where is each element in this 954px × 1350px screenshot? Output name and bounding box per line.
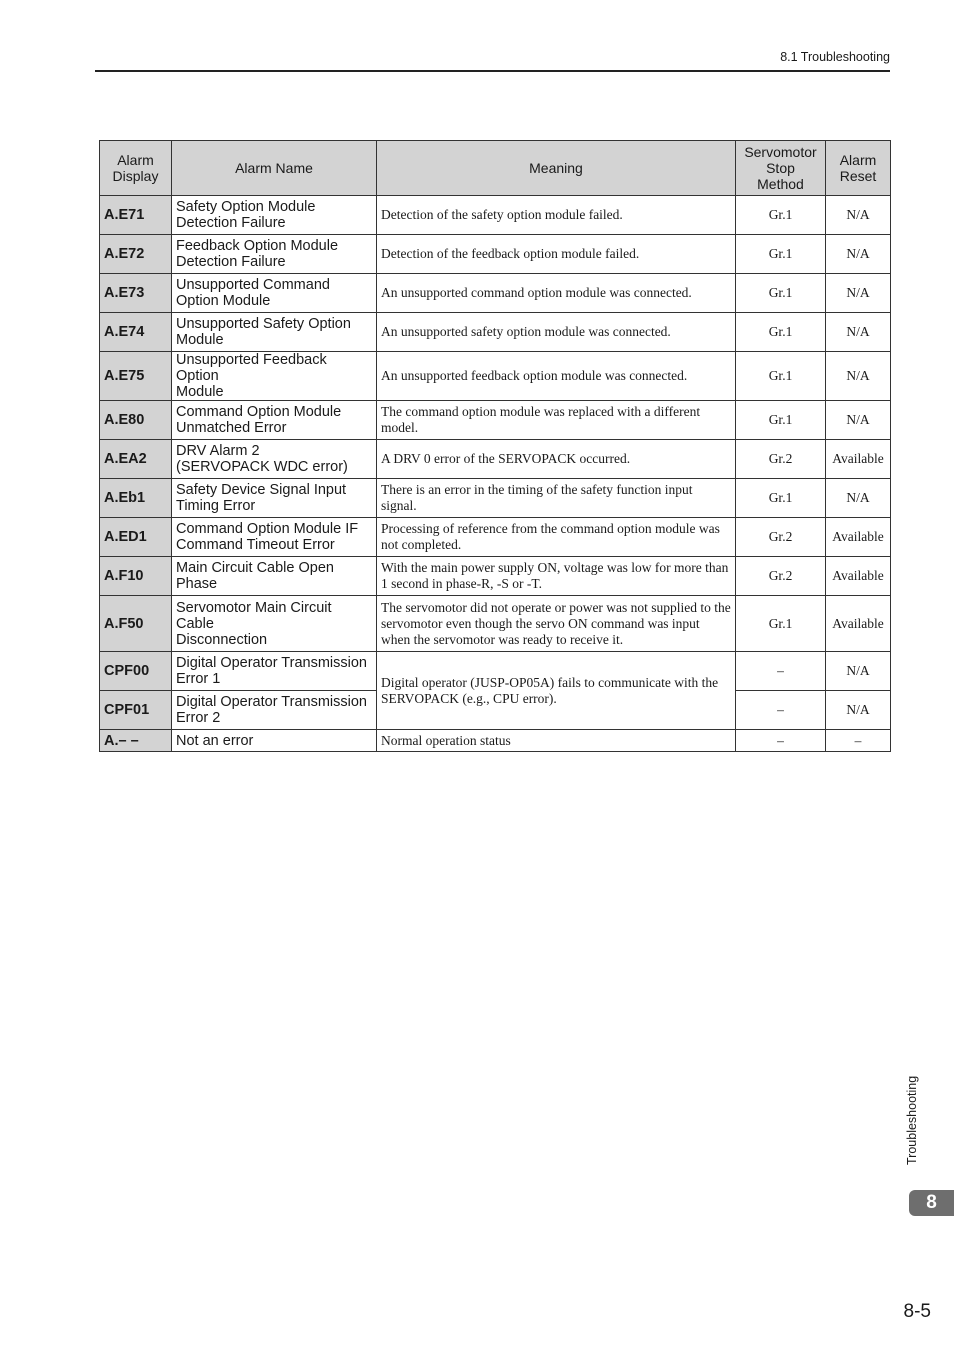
table-row [100,596,891,652]
table-row [100,401,891,440]
alarm-code: CPF01 [100,691,172,730]
alarm-code: A.E74 [100,313,172,352]
alarm-reset: Available [826,557,891,596]
stop-method: Gr.1 [736,352,826,401]
table-row [100,652,891,691]
alarm-meaning: With the main power supply ON, voltage was low for more than 1 second in phase-R, -S or -T. [377,557,736,596]
alarm-name: Safety Device Signal Input Timing Error [172,479,377,518]
col-header-meaning: Meaning [377,141,736,196]
stop-method: Gr.2 [736,557,826,596]
alarm-name: Servomotor Main Circuit Cable Disconnection [172,596,377,652]
alarm-code: A.E75 [100,352,172,401]
alarm-table-body [100,196,891,752]
alarm-code: A.F50 [100,596,172,652]
alarm-meaning: Processing of reference from the command option module was not completed. [377,518,736,557]
alarm-meaning: Normal operation status [377,730,736,752]
side-tab-label: Troubleshooting [905,1075,919,1165]
alarm-reset: Available [826,596,891,652]
alarm-code: A.– – [100,730,172,752]
alarm-name: Unsupported Feedback Option Module [172,352,377,401]
alarm-meaning: Digital operator (JUSP-OP05A) fails to communicate with the SERVOPACK (e.g., CPU error). [377,652,736,730]
alarm-reset: N/A [826,479,891,518]
alarm-code: A.E73 [100,274,172,313]
col-header-alarm-name: Alarm Name [172,141,377,196]
chapter-tab: 8 [909,1190,954,1216]
table-row [100,730,891,752]
alarm-meaning: The servomotor did not operate or power was not supplied to the servomotor even though the servo ON command was input when the servomotor was ready to receive it. [377,596,736,652]
alarm-reset: N/A [826,274,891,313]
table-row [100,440,891,479]
stop-method: Gr.1 [736,596,826,652]
col-header-stop-method: Servomotor Stop Method [736,141,826,196]
alarm-code: A.E80 [100,401,172,440]
col-header-alarm-reset: Alarm Reset [826,141,891,196]
alarm-name: Digital Operator Transmission Error 1 [172,652,377,691]
table-row [100,557,891,596]
alarm-name: Command Option Module IF Command Timeout Error [172,518,377,557]
alarm-reset: Available [826,518,891,557]
alarm-meaning: There is an error in the timing of the safety function input signal. [377,479,736,518]
alarm-name: Main Circuit Cable Open Phase [172,557,377,596]
table-header-row [100,141,891,196]
alarm-code: A.E72 [100,235,172,274]
alarm-meaning: Detection of the feedback option module failed. [377,235,736,274]
alarm-code: A.F10 [100,557,172,596]
section-header: 8.1 Troubleshooting [780,50,890,64]
alarm-code: A.E71 [100,196,172,235]
stop-method: Gr.2 [736,518,826,557]
stop-method: Gr.1 [736,479,826,518]
alarm-name: Safety Option Module Detection Failure [172,196,377,235]
stop-method: Gr.2 [736,440,826,479]
table-row [100,352,891,401]
alarm-meaning: The command option module was replaced with a different model. [377,401,736,440]
alarm-reset: N/A [826,196,891,235]
stop-method: Gr.1 [736,235,826,274]
alarm-meaning: Detection of the safety option module failed. [377,196,736,235]
alarm-name: Unsupported Safety Option Module [172,313,377,352]
alarm-reset: N/A [826,401,891,440]
alarm-name: Feedback Option Module Detection Failure [172,235,377,274]
alarm-table [99,140,891,752]
stop-method: Gr.1 [736,196,826,235]
table-row [100,274,891,313]
table-row [100,479,891,518]
alarm-name: Unsupported Command Option Module [172,274,377,313]
stop-method: – [736,652,826,691]
alarm-reset: N/A [826,352,891,401]
header-rule [95,70,890,72]
alarm-meaning: An unsupported feedback option module was connected. [377,352,736,401]
alarm-reset: N/A [826,313,891,352]
alarm-reset: N/A [826,691,891,730]
alarm-reset: – [826,730,891,752]
alarm-reset: N/A [826,652,891,691]
stop-method: Gr.1 [736,313,826,352]
alarm-code: A.Eb1 [100,479,172,518]
table-row [100,196,891,235]
alarm-code: A.ED1 [100,518,172,557]
alarm-meaning: A DRV 0 error of the SERVOPACK occurred. [377,440,736,479]
table-row [100,518,891,557]
alarm-meaning: An unsupported safety option module was connected. [377,313,736,352]
table-row [100,235,891,274]
stop-method: Gr.1 [736,274,826,313]
stop-method: – [736,730,826,752]
page-number: 8-5 [903,1301,931,1322]
alarm-reset: Available [826,440,891,479]
stop-method: – [736,691,826,730]
alarm-code: A.EA2 [100,440,172,479]
alarm-name: DRV Alarm 2 (SERVOPACK WDC error) [172,440,377,479]
table-row [100,313,891,352]
alarm-reset: N/A [826,235,891,274]
alarm-name: Digital Operator Transmission Error 2 [172,691,377,730]
alarm-name: Not an error [172,730,377,752]
alarm-meaning: An unsupported command option module was connected. [377,274,736,313]
alarm-code: CPF00 [100,652,172,691]
col-header-alarm-display: Alarm Display [100,141,172,196]
stop-method: Gr.1 [736,401,826,440]
alarm-name: Command Option Module Unmatched Error [172,401,377,440]
